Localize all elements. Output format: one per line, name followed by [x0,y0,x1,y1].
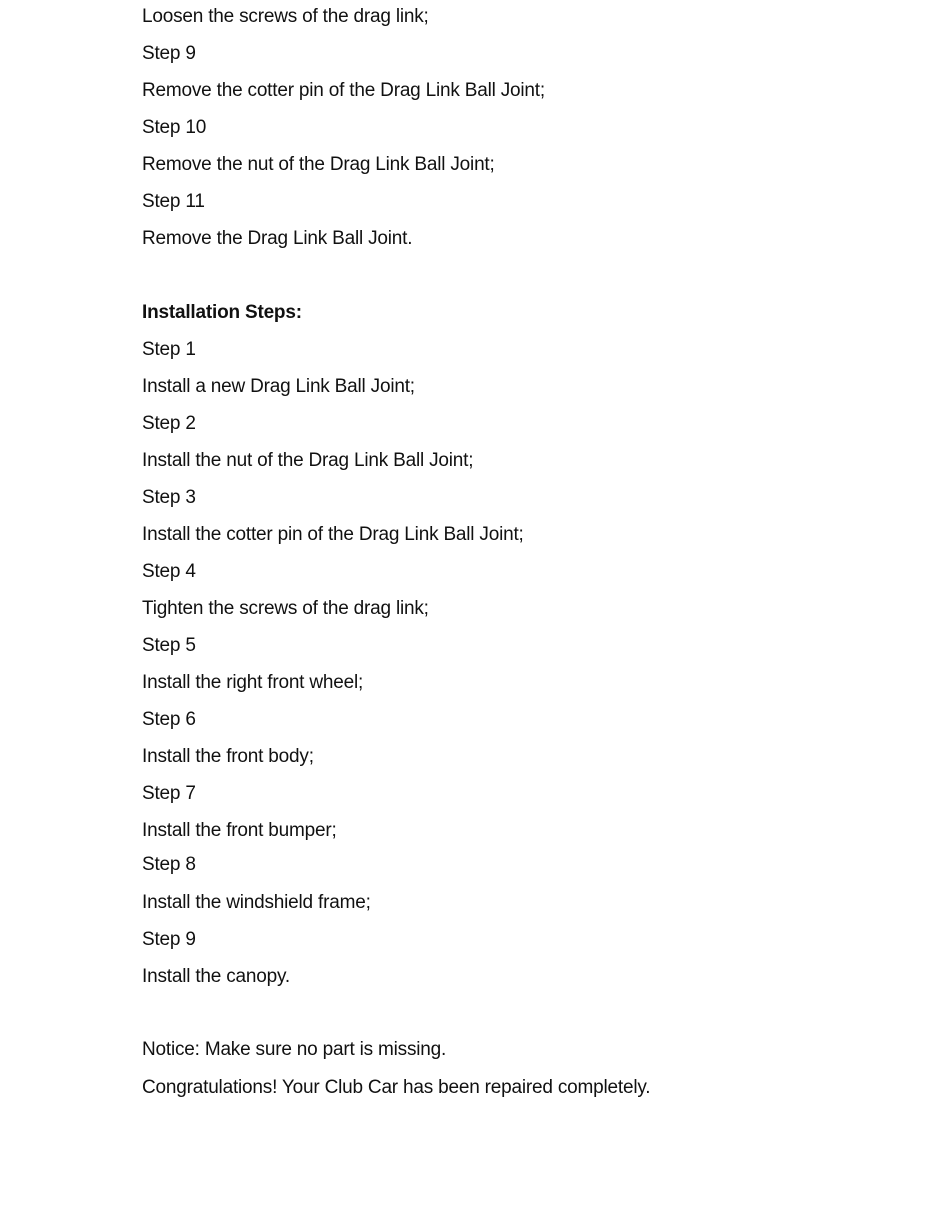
installation-step-label: Step 6 [142,709,196,730]
installation-step-text: Install a new Drag Link Ball Joint; [142,376,415,397]
congratulations-text: Congratulations! Your Club Car has been repaired completely. [142,1077,651,1098]
installation-step-text: Install the nut of the Drag Link Ball Joint; [142,450,474,471]
removal-step-label: Step 11 [142,191,205,212]
removal-step-label: Step 9 [142,43,196,64]
installation-step-text: Install the front bumper; [142,820,337,841]
installation-step-label: Step 3 [142,487,196,508]
installation-step-label: Step 5 [142,635,196,656]
installation-step-label: Step 9 [142,929,196,950]
installation-step-label: Step 7 [142,783,196,804]
installation-step-label: Step 8 [142,854,196,875]
installation-step-label: Step 2 [142,413,196,434]
installation-step-label: Step 4 [142,561,196,582]
installation-step-text: Install the right front wheel; [142,672,364,693]
removal-step-text: Remove the nut of the Drag Link Ball Joint; [142,154,495,175]
removal-step-text: Remove the cotter pin of the Drag Link Ball Joint; [142,80,545,101]
installation-step-text: Install the canopy. [142,966,290,987]
removal-step-label: Step 10 [142,117,207,138]
removal-step-text: Loosen the screws of the drag link; [142,6,429,27]
notice-text: Notice: Make sure no part is missing. [142,1039,447,1060]
installation-step-text: Install the windshield frame; [142,892,371,913]
installation-step-label: Step 1 [142,339,196,360]
removal-step-text: Remove the Drag Link Ball Joint. [142,228,413,249]
installation-step-text: Install the front body; [142,746,314,767]
installation-step-text: Install the cotter pin of the Drag Link Ball Joint; [142,524,524,545]
installation-step-text: Tighten the screws of the drag link; [142,598,429,619]
installation-heading: Installation Steps: [142,302,302,323]
